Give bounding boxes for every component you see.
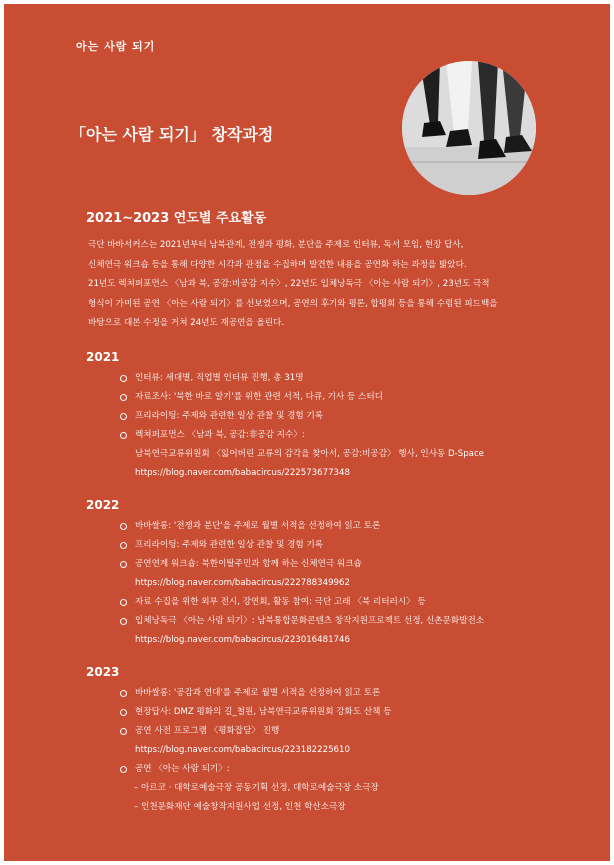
list-item xyxy=(120,388,484,407)
circle-bullet-icon xyxy=(120,542,127,549)
sub-list-item: – 인천문화재단 예술창작지원사업 선정, 인천 학산소극장 xyxy=(134,802,346,812)
sub-list-item: – 아르코 · 대학로예술극장 공동기획 선정, 대학로예술극장 소극장 xyxy=(134,783,379,793)
circle-bullet-icon xyxy=(120,523,127,530)
circle-bullet-icon xyxy=(120,618,127,625)
year-2022-heading: 2022 xyxy=(86,498,120,512)
blog-link[interactable]: https://blog.naver.com/babacircus/222788349962 xyxy=(135,578,350,588)
intro-line: 21년도 렉쳐퍼포먼스 〈남과 북, 공감:비공감 지수〉, 22년도 입체낭독극 〈아는 사람 되기〉, 23년도 극적 xyxy=(88,279,490,289)
year-2023-heading: 2023 xyxy=(86,665,120,679)
circle-bullet-icon xyxy=(120,394,127,401)
year-2022-list xyxy=(120,517,484,650)
list-item-text: 자료 수집을 위한 외부 전시, 강연회, 활동 참여: 극단 고래 〈북 리터러시〉 등 xyxy=(135,597,426,607)
year-2023-list xyxy=(120,684,392,817)
list-item xyxy=(120,760,392,779)
list-item xyxy=(120,555,484,574)
list-item-text: 현장답사: DMZ 평화의 길_철원, 남북연극교류위원회 강화도 산책 등 xyxy=(135,707,392,717)
list-item xyxy=(120,593,484,612)
intro-line: 극단 바바서커스는 2021년부터 남북관계, 전쟁과 평화, 분단을 주제로 인터뷰, 독서 모임, 현장 답사, xyxy=(88,240,464,250)
list-item xyxy=(120,684,392,703)
list-item-text: 바바쌀롱: '공감과 연대'를 주제로 월별 서적을 선정하여 읽고 토론 xyxy=(135,688,381,698)
blog-link[interactable]: https://blog.naver.com/babacircus/222573677348 xyxy=(135,468,350,478)
list-item-text: 자료조사: '북한 바로 알기'를 위한 관련 서적, 다큐, 기사 등 스터디 xyxy=(135,392,383,402)
list-item xyxy=(120,722,392,741)
list-item-text: 공연 사전 프로그램 〈평화잡담〉 진행 xyxy=(135,726,280,736)
circle-bullet-icon xyxy=(120,690,127,697)
list-item-text: 렉쳐퍼포먼스 〈남과 북, 공감:非공감 지수〉: xyxy=(135,430,305,440)
page-title: 「아는 사람 되기」 창작과정 xyxy=(70,125,274,144)
circle-bullet-icon xyxy=(120,432,127,439)
running-header: 아는 사람 되기 xyxy=(76,40,156,53)
year-2021-list xyxy=(120,369,484,483)
list-item xyxy=(120,407,484,426)
list-item-text: 인터뷰: 세대별, 직업별 인터뷰 진행, 총 31명 xyxy=(135,373,304,383)
year-2021-heading: 2021 xyxy=(86,350,120,364)
page xyxy=(4,4,610,861)
list-item xyxy=(120,517,484,536)
intro-line: 신체연극 워크숍 등을 통해 다양한 시각과 관점을 수집하며 발견한 내용을 공연화 하는 과정을 밟았다. xyxy=(88,259,467,270)
heels-photo-graphic xyxy=(402,61,536,195)
list-item xyxy=(120,612,484,631)
blog-link[interactable]: https://blog.naver.com/babacircus/223182225610 xyxy=(135,745,350,755)
list-item-text: 입체낭독극 〈아는 사람 되기〉: 남북통합문화콘텐츠 창작지원프로젝트 선정, 신촌문화발전소 xyxy=(135,616,485,626)
circle-bullet-icon xyxy=(120,728,127,735)
circle-bullet-icon xyxy=(120,413,127,420)
circle-bullet-icon xyxy=(120,709,127,716)
list-item-text: 공연연계 워크숍: 북한이탈주민과 함께 하는 신체연극 워크숍 xyxy=(135,559,362,569)
list-item-text: 프리라이팅: 주제와 관련한 일상 관찰 및 경험 기록 xyxy=(135,411,324,421)
blog-link[interactable]: https://blog.naver.com/babacircus/223016481746 xyxy=(135,635,350,645)
circle-bullet-icon xyxy=(120,599,127,606)
intro-paragraph xyxy=(88,236,548,334)
list-item xyxy=(120,426,484,445)
heels-photo xyxy=(402,61,536,195)
list-item xyxy=(120,369,484,388)
intro-line: 형식이 가미된 공연 〈아는 사람 되기〉를 선보였으며, 공연의 후기와 평론, 합평회 등을 통해 수렴된 피드백을 xyxy=(88,298,498,309)
list-item xyxy=(120,703,392,722)
circle-bullet-icon xyxy=(120,561,127,568)
circle-bullet-icon xyxy=(120,766,127,773)
intro-line: 바탕으로 대본 수정을 거쳐 24년도 재공연을 올린다. xyxy=(88,318,285,328)
list-item-text: 바바쌀롱: '전쟁과 분단'을 주제로 월별 서적을 선정하여 읽고 토론 xyxy=(135,521,381,531)
section-title: 2021~2023 연도별 주요활동 xyxy=(86,211,267,226)
list-item-text: 공연 〈아는 사람 되기〉: xyxy=(135,764,230,774)
list-item xyxy=(120,536,484,555)
list-item-text: 프리라이팅: 주제와 관련한 일상 관찰 및 경험 기록 xyxy=(135,540,324,550)
circle-bullet-icon xyxy=(120,375,127,382)
list-item-continuation: 남북연극교류위원회 〈잃어버린 교류의 감각을 찾아서, 공감:비공감〉 행사, 인사동 D-Space xyxy=(135,449,484,459)
